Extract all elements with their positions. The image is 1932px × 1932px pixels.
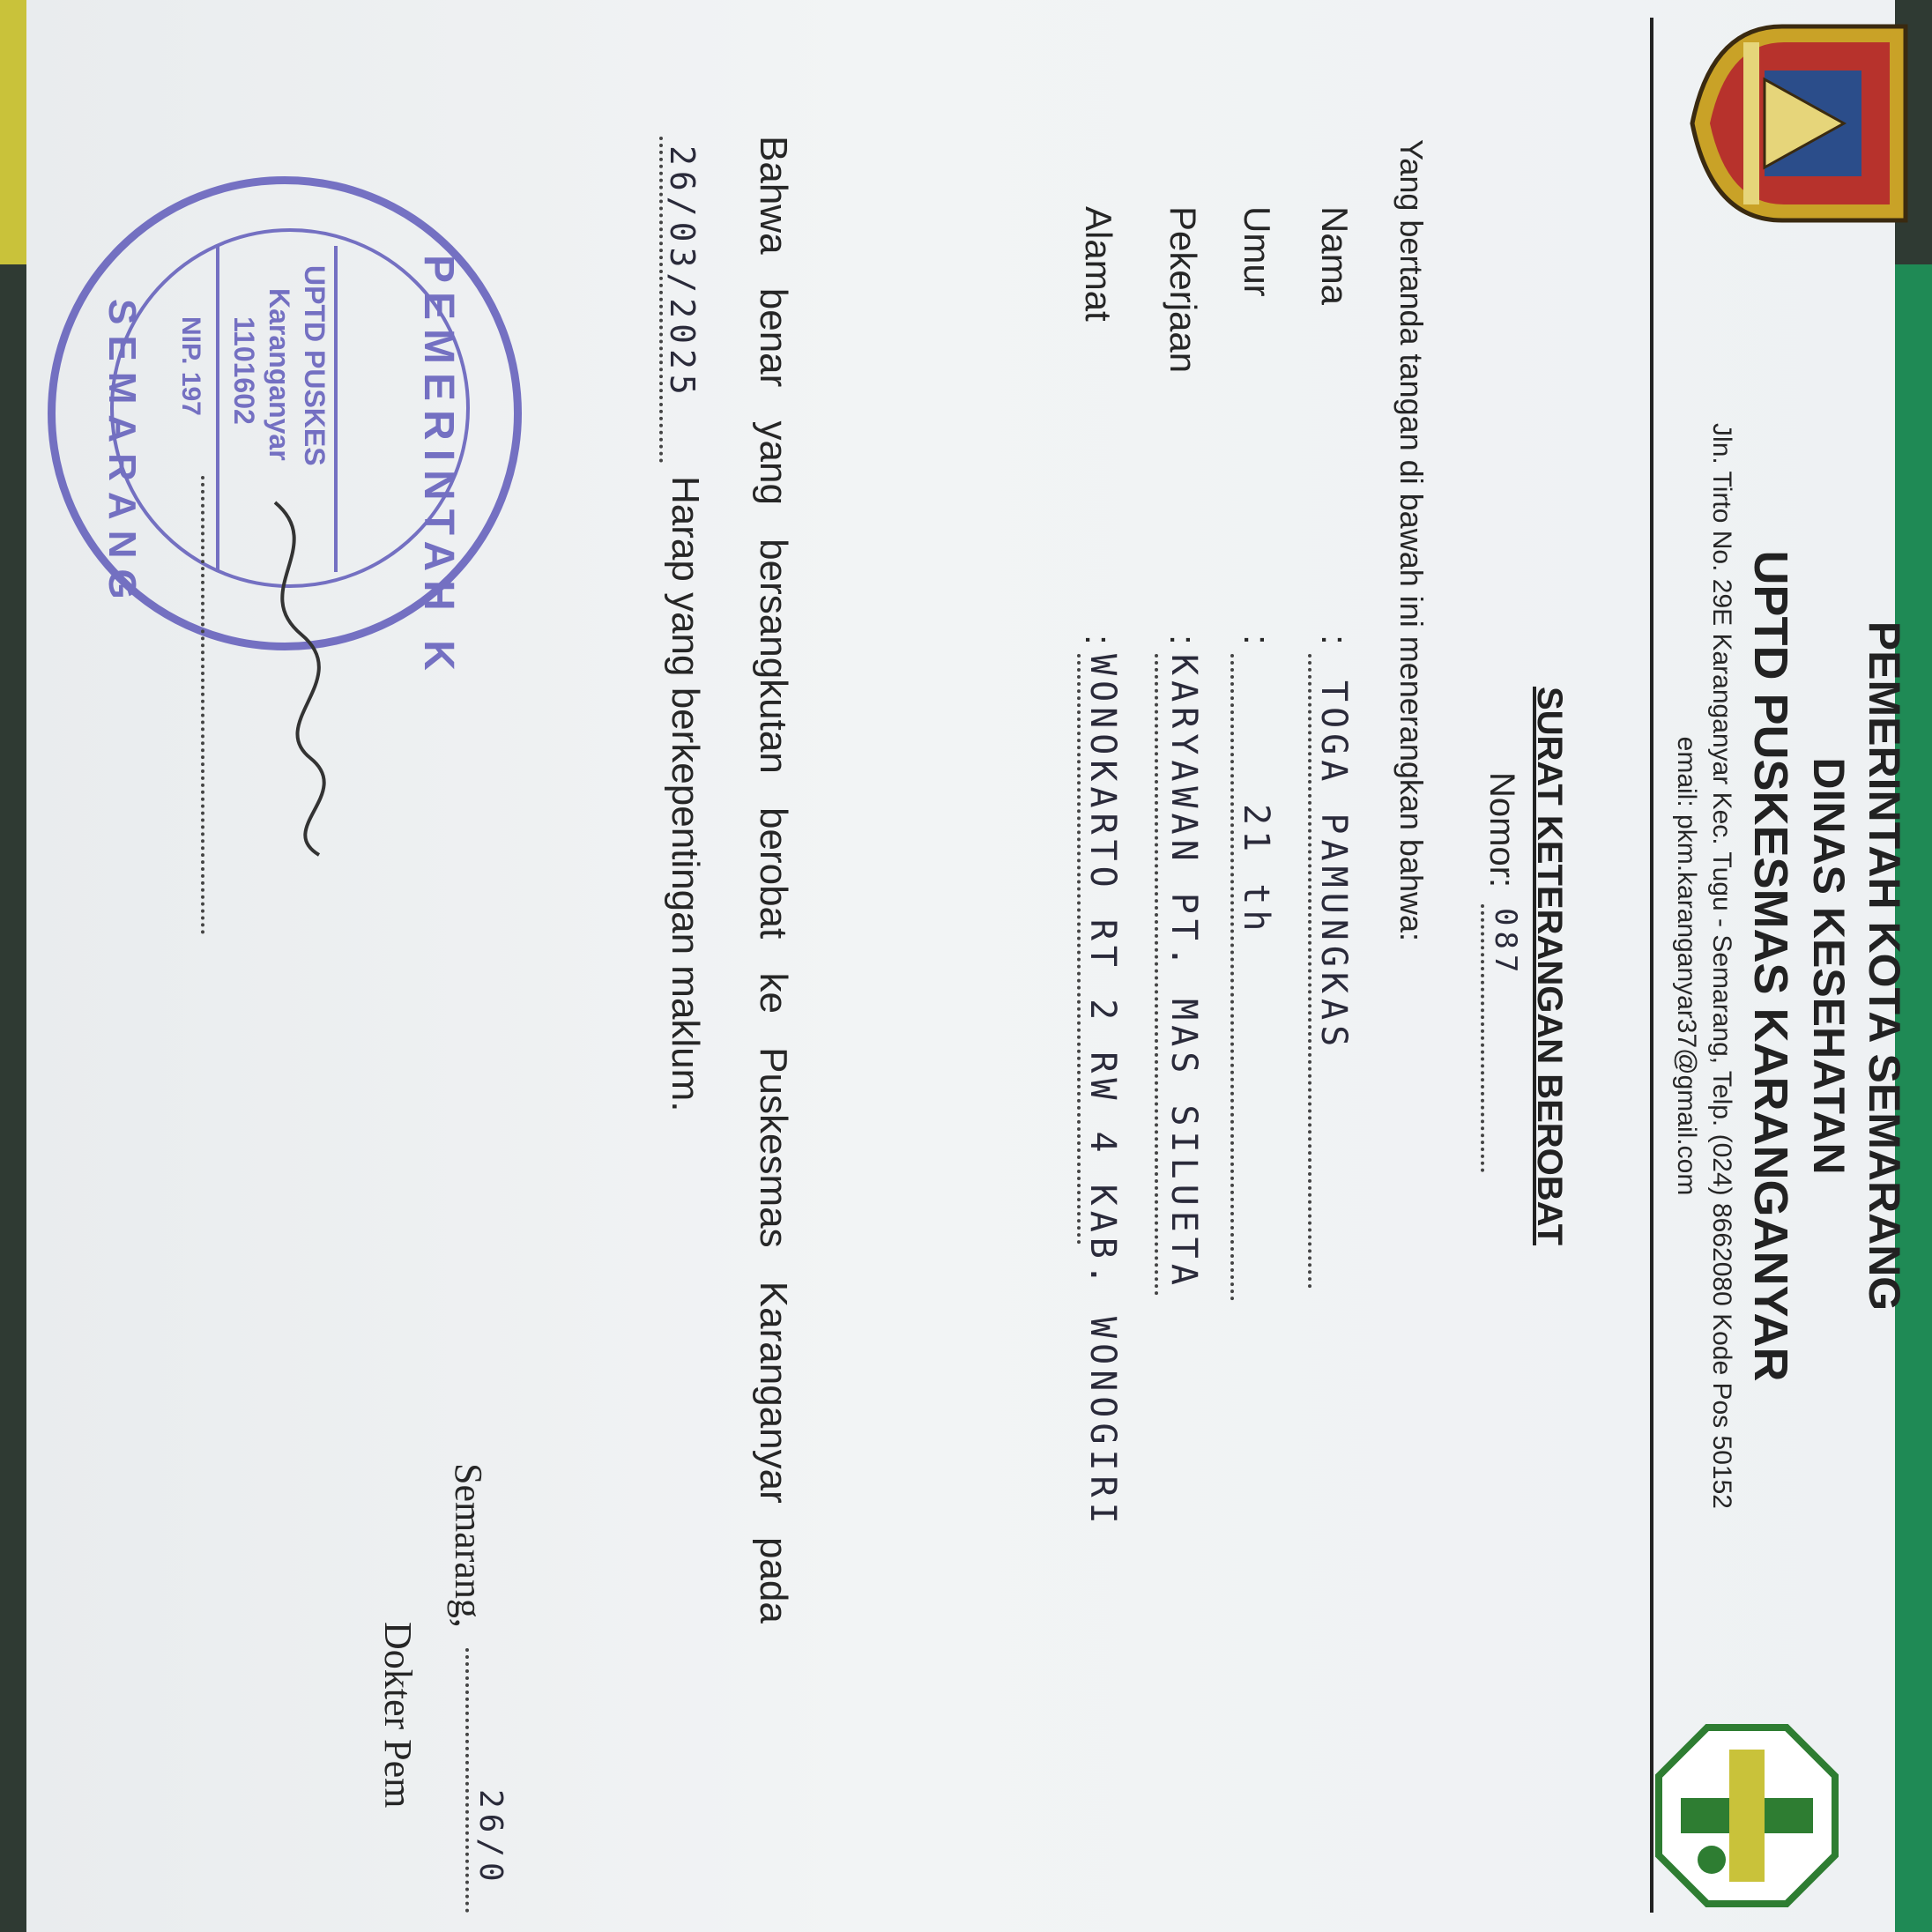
letter-closing: Harap yang berkepentingan maklum.: [664, 476, 707, 1112]
letterhead-line1: PEMERINTAH KOTA SEMARANG: [1860, 620, 1909, 1312]
puskesmas-logo-icon: [1650, 1719, 1844, 1913]
letterhead-email: email: pkm.karanganyar37@gmail.com: [1672, 736, 1701, 1196]
letterhead-divider: [1650, 18, 1653, 1913]
stamp-nip: NIP. 197: [176, 316, 205, 416]
signature-date: 26/0: [472, 1789, 509, 1887]
signature-date-dots: [465, 1648, 469, 1913]
letterhead-line3: UPTD PUSKESMAS KARANGANYAR: [1744, 550, 1797, 1382]
field-alamat-colon: :: [1078, 635, 1119, 645]
letter-title: SURAT KETERANGAN BEROBAT: [1530, 686, 1569, 1246]
field-umur-label: Umur: [1237, 206, 1278, 297]
stamp-box-line2: Karanganyar: [264, 288, 295, 461]
letter-visit-date-dots: [659, 137, 663, 463]
field-umur-dots: [1230, 654, 1234, 1301]
field-pekerjaan-value: KARYAWAN PT. MAS SILUETA: [1163, 654, 1204, 1290]
letter-number-value: 087: [1488, 908, 1523, 978]
letterhead-line2: DINAS KESEHATAN: [1804, 757, 1854, 1175]
signature-scribble: [240, 494, 346, 864]
signature-title: Dokter Pem: [376, 1622, 420, 1809]
field-alamat-value: WONOKARTO RT 2 RW 4 KAB. WONOGIRI: [1082, 654, 1123, 1529]
field-pekerjaan-label: Pekerjaan: [1163, 206, 1204, 374]
field-pekerjaan-colon: :: [1163, 635, 1204, 645]
signature-name-dots: [201, 476, 204, 934]
field-umur-colon: :: [1237, 635, 1278, 645]
field-alamat-dots: [1077, 654, 1081, 1245]
letter-statement: Bahwa benar yang bersangkutan berobat ke Puskesmas Karanganyar pada: [752, 136, 795, 1624]
field-nama-label: Nama: [1314, 206, 1356, 306]
field-umur-value: 21 th: [1236, 804, 1276, 937]
letter-number-label: Nomor:: [1482, 772, 1521, 888]
stamp-bottom-text: SEMARANG: [100, 299, 144, 610]
letterhead-address: Jln. Tirto No. 29E Karanganyar Kec. Tugu - Semarang, Telp. (024) 8662080 Kode Pos 50152: [1707, 423, 1736, 1509]
letter-visit-date: 26/03/2025: [663, 145, 702, 400]
stamp-box-line1: UPTD PUSKES: [299, 265, 331, 466]
stamp-box-line3: 1101602: [228, 316, 260, 425]
signature-place: Semarang,: [447, 1463, 490, 1628]
stamp-outer-text: PEMERINTAH K: [415, 255, 462, 680]
field-nama-value: TOGA PAMUNGKAS: [1313, 680, 1354, 1052]
field-nama-dots: [1308, 654, 1312, 1289]
letter-number-dots: [1481, 904, 1484, 1172]
field-alamat-label: Alamat: [1078, 206, 1119, 322]
field-pekerjaan-dots: [1155, 654, 1158, 1296]
field-nama-colon: :: [1314, 635, 1356, 645]
letter-intro: Yang bertanda tangan di bawah ini menerangkan bahwa:: [1393, 139, 1430, 942]
